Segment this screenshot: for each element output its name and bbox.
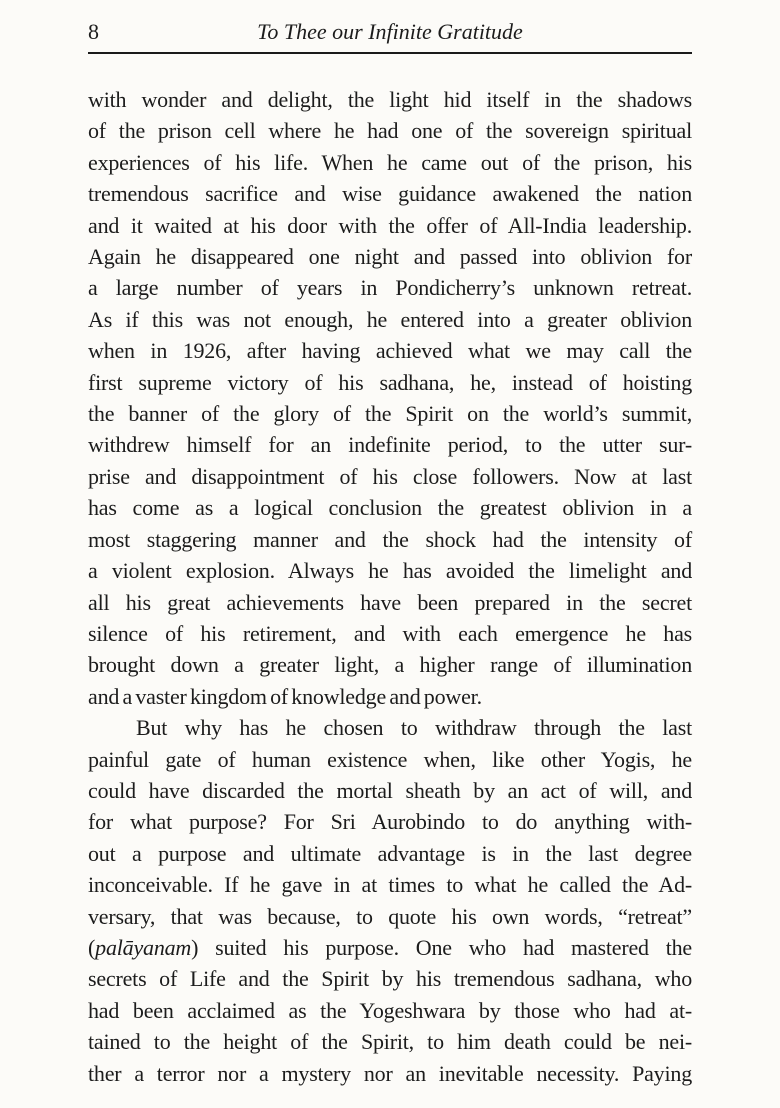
text-line: painful gate of human existence when, like other Yogis, he [88, 746, 692, 772]
text-line: Again he disappeared one night and passed into oblivion for [88, 244, 692, 270]
header-rule [88, 52, 692, 54]
text-line: and it waited at his door with the offer of All-India leadership. [88, 212, 692, 238]
text-line: most staggering manner and the shock had the intensity of [88, 526, 692, 552]
text-line: of the prison cell where he had one of the sovereign spiritual [88, 118, 692, 144]
text-line: a large number of years in Pondicherry’s unknown retreat. [88, 275, 692, 301]
body-text [88, 84, 692, 1089]
text-line: As if this was not enough, he entered into a greater oblivion [88, 306, 692, 332]
text-line: with wonder and delight, the light hid itself in the shadows [88, 87, 692, 112]
text-line: when in 1926, after having achieved what we may call the [88, 338, 692, 364]
page-header [88, 18, 692, 48]
page-number: 8 [88, 19, 99, 44]
paragraph [88, 712, 692, 1089]
text-line: had been acclaimed as the Yogeshwara by those who had at- [88, 997, 692, 1023]
text-line: tained to the height of the Spirit, to him death could be nei- [88, 1029, 692, 1055]
text-line: brought down a greater light, a higher range of illumination [88, 652, 692, 678]
text-line: But why has he chosen to withdraw through the last [136, 715, 692, 741]
text-line: and a vaster kingdom of knowledge and power. [88, 683, 482, 709]
text-line: tremendous sacrifice and wise guidance awakened the nation [88, 181, 692, 207]
text-line: all his great achievements have been prepared in the secret [88, 589, 692, 615]
text-line: has come as a logical conclusion the greatest oblivion in a [88, 495, 692, 521]
text-line: inconceivable. If he gave in at times to what he called the Ad- [88, 872, 692, 898]
text-line: for what purpose? For Sri Aurobindo to do anything with- [88, 809, 692, 835]
running-title: To Thee our Infinite Gratitude [257, 19, 523, 44]
text-line: could have discarded the mortal sheath by an act of will, and [88, 777, 692, 803]
text-line: ther a terror nor a mystery nor an inevitable necessity. Paying [88, 1060, 692, 1086]
text-line: versary, that was because, to quote his own words, “retreat” [88, 903, 692, 929]
text-line: experiences of his life. When he came out of the prison, his [88, 149, 692, 175]
text-line: out a purpose and ultimate advantage is in the last degree [88, 840, 692, 866]
text-line: first supreme victory of his sadhana, he, instead of hoisting [88, 369, 692, 395]
text-line: (palāyanam) suited his purpose. One who had mastered the [88, 934, 692, 960]
text-line: prise and disappointment of his close followers. Now at last [88, 463, 692, 489]
text-line: secrets of Life and the Spirit by his tremendous sadhana, who [88, 966, 692, 992]
text-line: silence of his retirement, and with each emergence he has [88, 620, 692, 646]
paragraph [88, 84, 692, 712]
text-line: withdrew himself for an indefinite period, to the utter sur- [88, 432, 692, 458]
text-line: the banner of the glory of the Spirit on the world’s summit, [88, 401, 692, 427]
text-line: a violent explosion. Always he has avoided the limelight and [88, 558, 692, 584]
